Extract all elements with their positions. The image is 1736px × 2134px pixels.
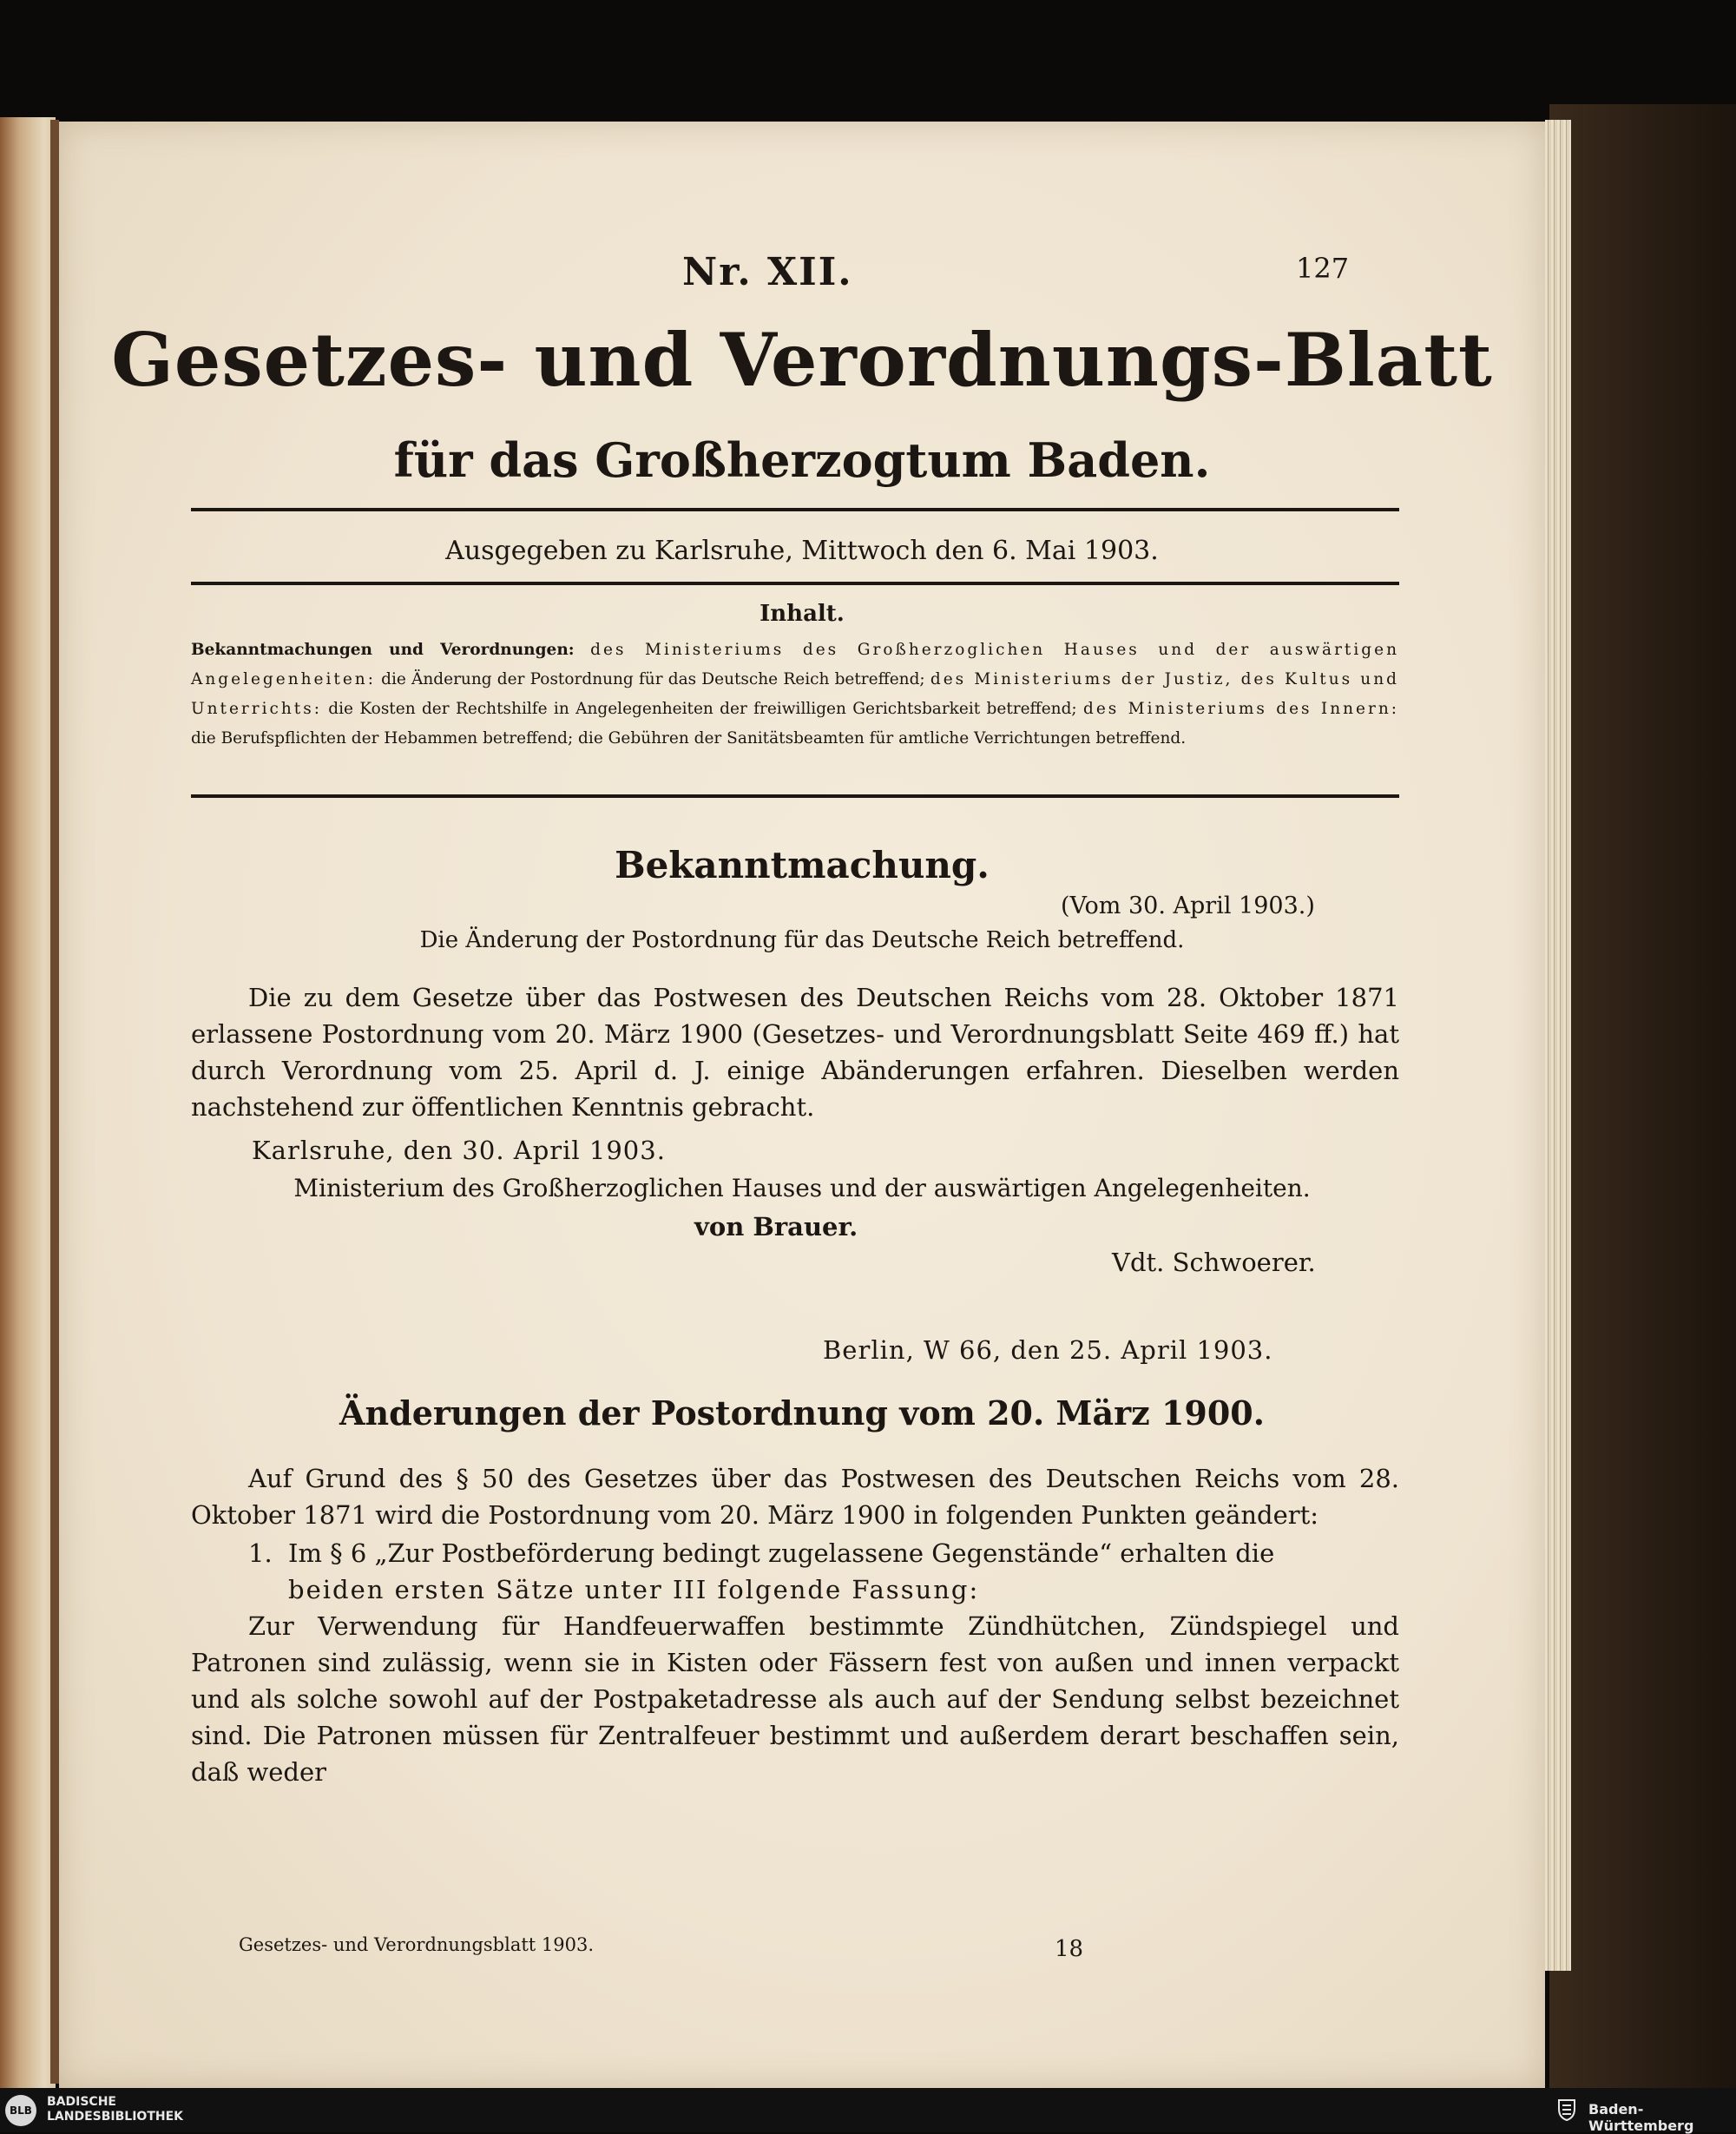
amendment-item-1-number: 1. [248,1538,273,1568]
amendment-item-1 [248,1535,1399,1608]
page-gutter [50,120,59,2084]
amendments-place-date: Berlin, W 66, den 25. April 1903. [823,1335,1273,1365]
contents-item-3: die Berufspflichten der Hebammen betreffend; die Gebühren der Sanitätsbeamten für amtliche Verrichtungen betreffend. [191,729,1187,748]
footer-signature-mark: 18 [1055,1936,1084,1962]
amendment-item-1-line-1 [248,1535,1399,1571]
contents-ministry-2: des Ministeriums der Justiz, des Kultus und Unterrichts: [191,670,1399,718]
amendment-item-1-text: Zur Verwendung für Handfeuerwaffen bestimmte Zündhütchen, Zündspiegel und Patronen sind zulässig, wenn sie in Kisten oder Fässern fest von außen und innen verpackt und als solche sowohl auf der Postpaketadresse als auch auf der Sendung selbst bezeichnet sind. Die Patronen müssen für Zentralfeuer bestimmt und außerdem derart beschaffen sein, daß weder [191,1611,1399,1787]
contents-item-2: die Kosten der Rechtshilfe in Angelegenheiten der freiwilligen Gerichtsbarkeit betreffend; [328,700,1077,718]
adjacent-page [0,117,56,2088]
rule-contents [191,794,1399,798]
contents-heading: Inhalt. [760,601,845,627]
issue-number: Nr. XII. [682,250,853,294]
document-page [59,122,1545,2088]
contents-ministry-1: des Ministeriums des Großherzoglichen Hauses und der auswärtigen Angelegenheiten: [191,641,1399,688]
contents-lead: Bekanntmachungen und Verordnungen: [191,641,575,659]
issue-date-line: Ausgegeben zu Karlsruhe, Mittwoch den 6. Mai 1903. [445,536,1159,566]
book-cover [1549,104,1736,2101]
blb-name-line-1: BADISCHE [47,2095,116,2109]
baden-wuerttemberg-label[interactable]: Baden-Württemberg [1588,2101,1694,2134]
blb-name-line-2: LANDESBIBLIOTHEK [47,2110,184,2124]
announcement-subject: Die Änderung der Postordnung für das Deutsche Reich betreffend. [419,927,1185,953]
gazette-title: Gesetzes- und Verordnungs-Blatt [111,317,1493,403]
announcement-body: Die zu dem Gesetze über das Postwesen des Deutschen Reichs vom 28. Oktober 1871 erlassene Postordnung vom 20. März 1900 (Gesetzes- und Verordnungsblatt Seite 469 ff.) hat durch Verordnung vom 25. April d. J. einige Abänderungen erfahren. Dieselben werden nachstehend zur öffentlichen Kenntnis gebracht. [191,983,1399,1122]
gazette-subtitle: für das Großherzogtum Baden. [393,432,1211,488]
blb-logo[interactable]: BLB [5,2095,36,2126]
minister-signature: von Brauer. [694,1212,858,1242]
coat-of-arms-icon[interactable] [1554,2097,1580,2123]
contents-ministry-3: des Ministeriums des Innern: [1083,700,1399,718]
countersignature: Vdt. Schwoerer. [1112,1248,1316,1277]
viewer-footer-bar [0,2088,1736,2132]
amendment-item-1-line-1-text: Im § 6 „Zur Postbeförderung bedingt zugelassene Gegenstände“ erhalten die [288,1538,1275,1568]
amendments-intro: Auf Grund des § 50 des Gesetzes über das Postwesen des Deutschen Reichs vom 28. Oktober 1871 wird die Postordnung vom 20. März 1900 in folgenden Punkten geändert: [191,1464,1399,1530]
page-edges [1545,120,1571,1971]
ministry-name: Ministerium des Großherzoglichen Hauses und der auswärtigen Angelegenheiten. [293,1174,1311,1202]
rule-issue [191,582,1399,585]
contents-text [191,636,1399,754]
footer-publication: Gesetzes- und Verordnungsblatt 1903. [239,1934,595,1955]
announcement-date: (Vom 30. April 1903.) [1061,892,1315,919]
announcement-heading: Bekanntmachung. [615,844,990,886]
page-number: 127 [1296,252,1350,285]
announcement-place-date: Karlsruhe, den 30. April 1903. [252,1136,666,1165]
amendments-heading: Änderungen der Postordnung vom 20. März 1900. [339,1393,1265,1433]
rule-top [191,508,1399,511]
blb-name[interactable] [47,2095,183,2124]
amendment-item-1-line-2: beiden ersten Sätze unter III folgende Fassung: [288,1575,980,1604]
contents-item-1: die Änderung der Postordnung für das Deutsche Reich betreffend; [381,670,925,688]
